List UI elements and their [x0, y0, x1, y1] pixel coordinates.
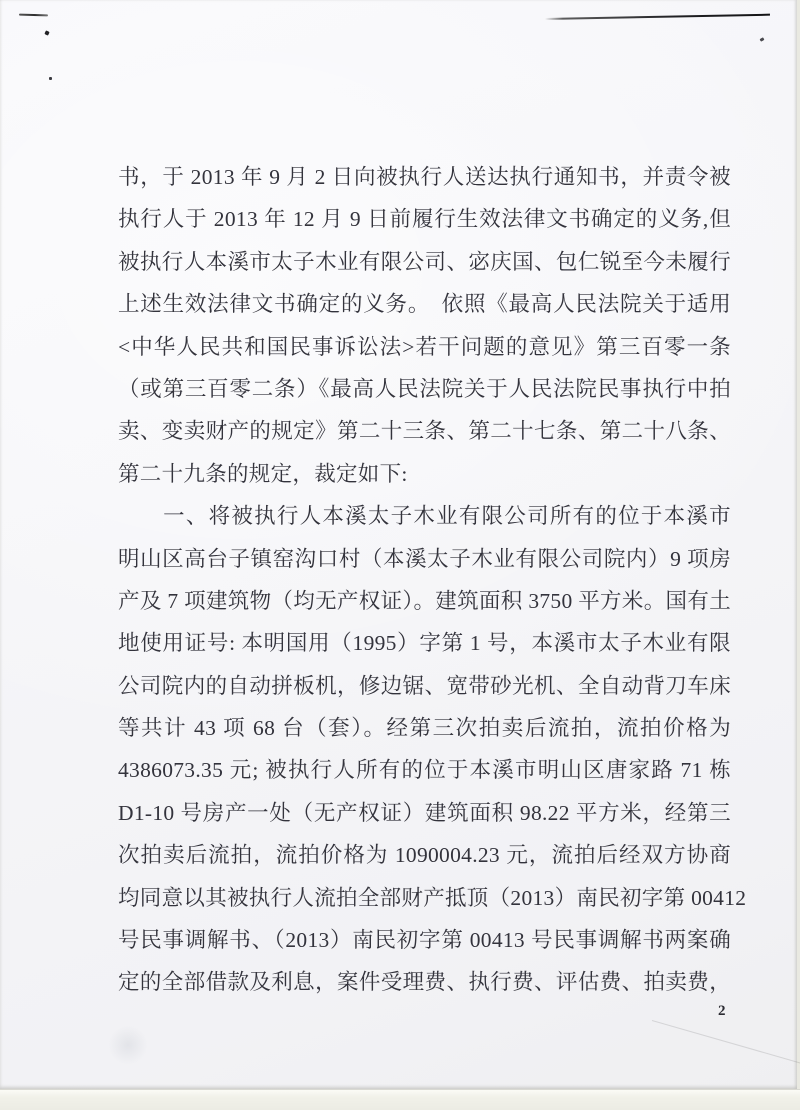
scan-artifact-crease: [652, 1020, 800, 1065]
document-line: （或第三百零二条）《最高人民法院关于人民法院民事执行中拍: [118, 376, 731, 401]
scan-artifact-smudge: [108, 1025, 148, 1065]
scan-artifact-dash: [19, 14, 48, 17]
document-line: 书，于 2013 年 9 月 2 日向被执行人送达执行通知书，并责令被: [118, 165, 731, 189]
document-line: 上述生效法律文书确定的义务。 依照《最高人民法院关于适用: [118, 292, 731, 317]
document-body-text: [118, 156, 747, 1004]
document-line: 执行人于 2013 年 12 月 9 日前履行生效法律文书确定的义务,但: [118, 207, 731, 232]
scanner-background-strip: [0, 1089, 800, 1110]
document-line: 等共计 43 项 68 台（套）。经第三次拍卖后流拍，流拍价格为: [118, 716, 731, 741]
document-line: 一、将被执行人本溪太子木业有限公司所有的位于本溪市: [163, 504, 731, 529]
document-line: <中华人民共和国民事诉讼法>若干问题的意见》第三百零一条: [118, 334, 731, 359]
document-line: 明山区高台子镇窑沟口村（本溪太子木业有限公司院内）9 项房: [118, 546, 731, 571]
document-line: 4386073.35 元; 被执行人所有的位于本溪市明山区唐家路 71 栋: [118, 758, 731, 783]
scan-artifact-dot: [49, 77, 52, 80]
document-line: 产及 7 项建筑物（均无产权证）。建筑面积 3750 平方米。国有土: [118, 588, 731, 613]
page-number: 2: [718, 1003, 726, 1019]
document-line: 被执行人本溪市太子木业有限公司、宓庆国、包仁锐至今未履行: [118, 249, 731, 274]
document-line: 号民事调解书、（2013）南民初字第 00413 号民事调解书两案确: [118, 928, 731, 953]
document-line: 均同意以其被执行人流拍全部财产抵顶（2013）南民初字第 00412: [118, 885, 747, 910]
document-line: 次拍卖后流拍，流拍价格为 1090004.23 元，流拍后经双方协商: [118, 843, 731, 868]
document-line: 地使用证号: 本明国用（1995）字第 1 号，本溪市太子木业有限: [118, 631, 731, 656]
document-line: 第二十九条的规定，裁定如下:: [118, 461, 408, 486]
document-line: 卖、变卖财产的规定》第二十三条、第二十七条、第二十八条、: [118, 419, 731, 444]
scan-artifact-dot: [44, 30, 49, 35]
scan-artifact-hairline: [545, 14, 770, 20]
document-line: 定的全部借款及利息，案件受理费、执行费、评估费、拍卖费，: [118, 970, 731, 995]
document-line: D1-10 号房产一处（无产权证）建筑面积 98.22 平方米，经第三: [118, 800, 731, 825]
scan-artifact-speck: [760, 37, 765, 42]
document-line: 公司院内的自动拼板机，修边锯、宽带砂光机、全自动背刀车床: [118, 673, 731, 698]
